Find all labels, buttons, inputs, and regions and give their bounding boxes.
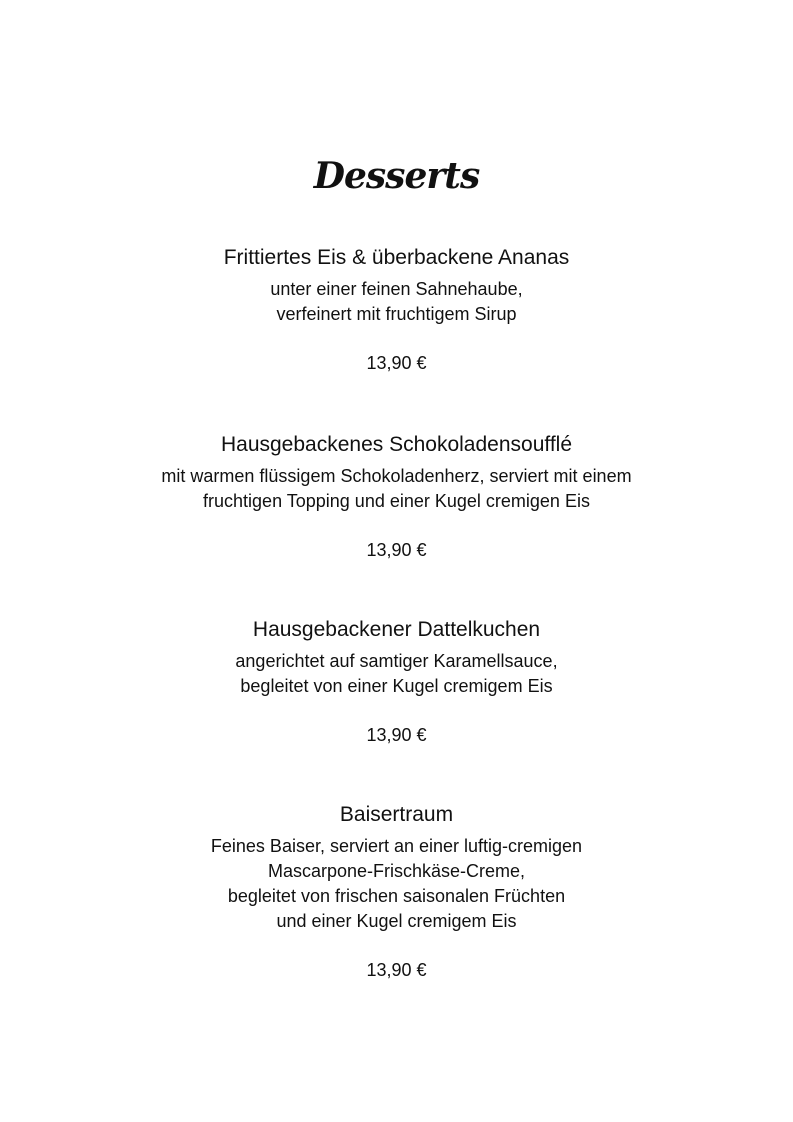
- description-line: mit warmen flüssigem Schokoladenherz, serviert mit einem: [161, 466, 632, 486]
- description-line: und einer Kugel cremigem Eis: [276, 911, 517, 931]
- description-line: unter einer feinen Sahnehaube,: [270, 279, 523, 299]
- description-line: Mascarpone-Frischkäse-Creme,: [267, 861, 526, 881]
- item-name: Frittiertes Eis & überbackene Ananas: [223, 246, 570, 269]
- page-title: Desserts: [313, 155, 480, 197]
- item-price: 13,90 €: [366, 725, 427, 745]
- item-description: [0, 277, 793, 327]
- description-line: angerichtet auf samtiger Karamellsauce,: [235, 651, 558, 671]
- description-line: verfeinert mit fruchtigem Sirup: [276, 304, 517, 324]
- description-line: Feines Baiser, serviert an einer luftig-cremigen: [210, 836, 583, 856]
- item-name: Hausgebackenes Schokoladensoufflé: [220, 433, 573, 456]
- item-name: Hausgebackener Dattelkuchen: [252, 618, 541, 641]
- menu-item-baisertraum: [0, 802, 793, 982]
- menu-item-frittiertes-eis: [0, 245, 793, 375]
- item-price: 13,90 €: [366, 960, 427, 980]
- item-name: Baisertraum: [339, 803, 454, 826]
- item-description: [0, 464, 793, 514]
- menu-item-schokoladensouffle: [0, 432, 793, 562]
- item-price: 13,90 €: [366, 540, 427, 560]
- menu-item-dattelkuchen: [0, 617, 793, 747]
- description-line: fruchtigen Topping und einer Kugel cremigen Eis: [203, 491, 590, 511]
- item-price: 13,90 €: [366, 353, 427, 373]
- item-description: [0, 834, 793, 934]
- description-line: begleitet von einer Kugel cremigem Eis: [240, 676, 553, 696]
- description-line: begleitet von frischen saisonalen Früchten: [227, 886, 566, 906]
- item-description: [0, 649, 793, 699]
